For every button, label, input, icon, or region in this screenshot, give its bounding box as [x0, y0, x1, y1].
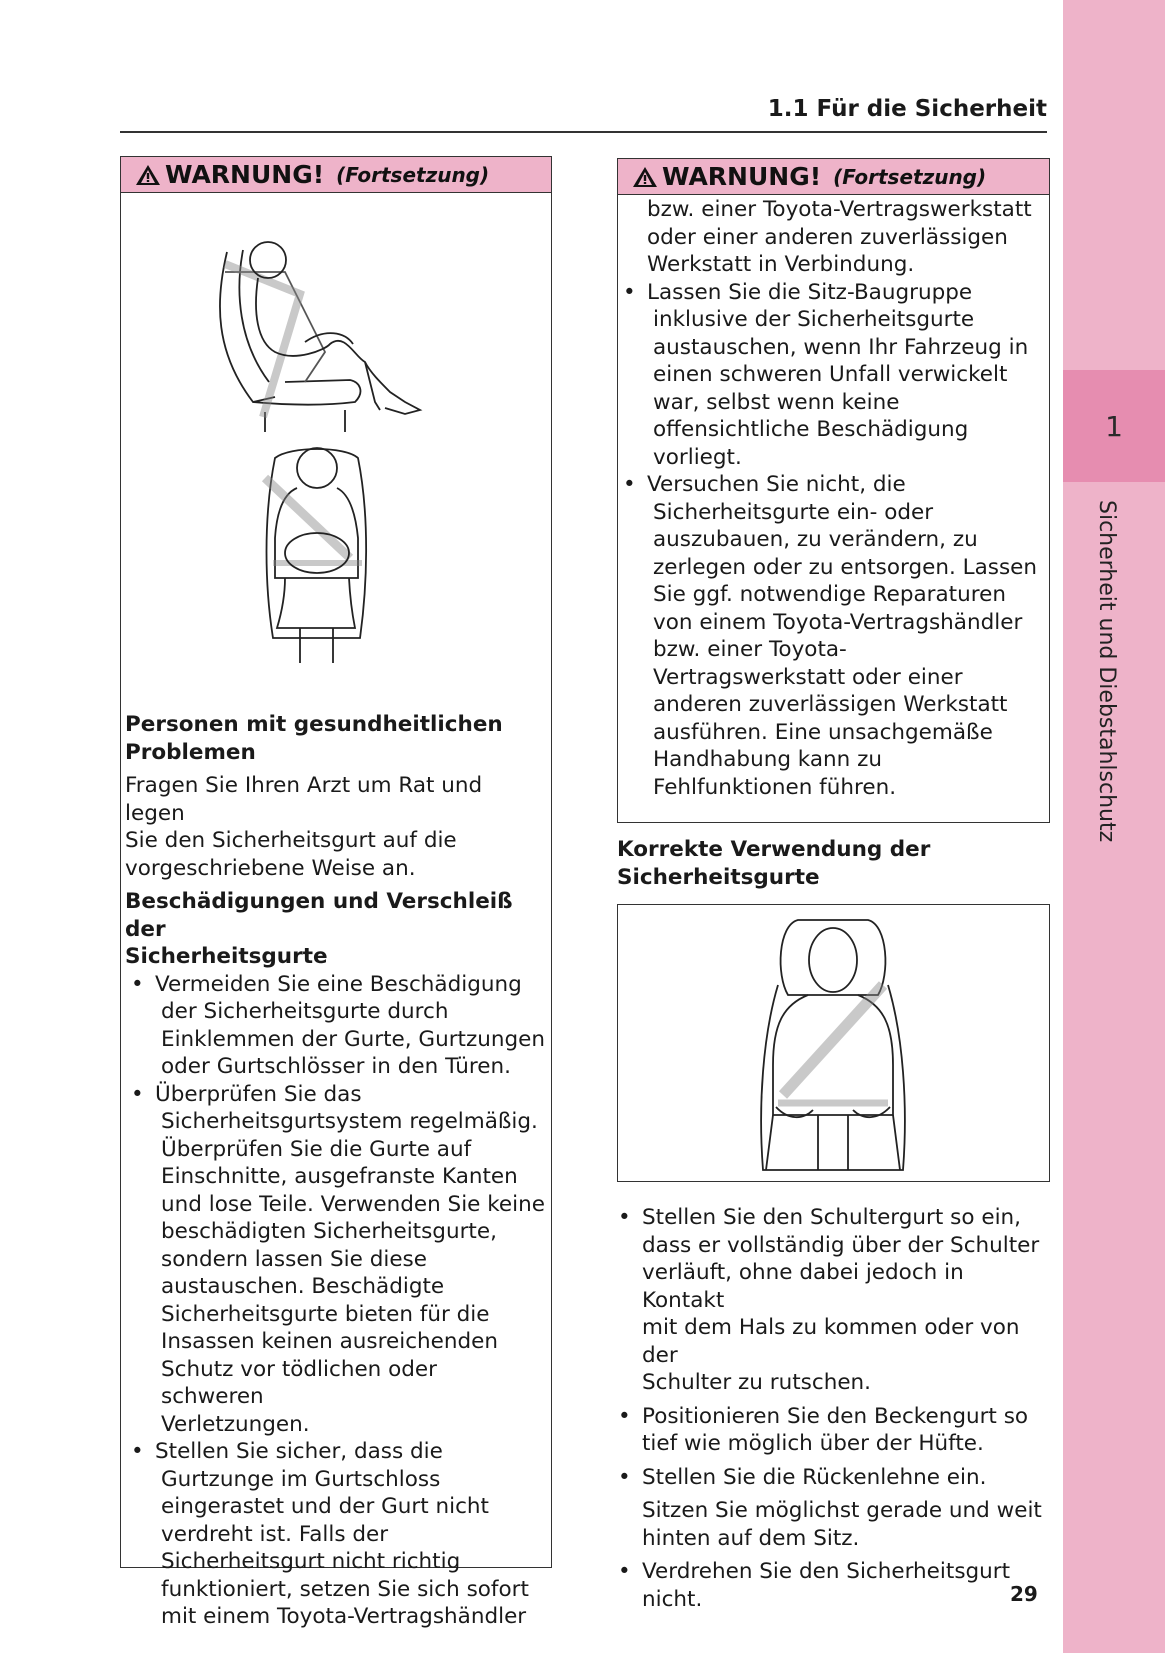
- list-item: • Versuchen Sie nicht, die Sicherheitsgurte ein- oder auszubauen, zu verändern, zu zerlegen oder zu entsorgen. Lassen Sie ggf. notwendige Reparaturen von einem Toyota-Vertragshändler bzw. einer Toyota- Vertragswerkstatt oder einer anderen zuverlässigen Werkstatt ausführen. Eine unsachgemäße Handhabung kann zu Fehlfunktionen führen.: [617, 471, 1047, 801]
- correct-usage-heading: Korrekte Verwendung der Sicherheitsgurte: [617, 837, 931, 890]
- seated-man-seatbelt-illustration: [748, 915, 918, 1175]
- chapter-number: 1: [1105, 409, 1123, 443]
- health-heading: Personen mit gesundheitlichen Problemen: [125, 712, 503, 765]
- warning-continuation: (Fortsetzung): [336, 162, 490, 187]
- chapter-tab: [1063, 370, 1165, 482]
- health-paragraph: Fragen Sie Ihren Arzt um Rat und legen Sie den Sicherheitsgurt auf die vorgeschriebene Weise an.: [125, 773, 483, 881]
- seated-man-figure-box: [617, 904, 1050, 1182]
- list-item: • Positionieren Sie den Beckengurt so tief wie möglich über der Hüfte.: [612, 1403, 1052, 1458]
- left-box-text: [125, 711, 545, 1631]
- header-rule: [120, 131, 1047, 133]
- continued-text: bzw. einer Toyota-Vertragswerkstatt oder einer anderen zuverlässigen Werkstatt in Verbindung.: [647, 197, 1032, 277]
- page-number: 29: [1010, 1582, 1038, 1606]
- pregnant-woman-side-view-illustration: [205, 232, 445, 442]
- warning-triangle-icon: [632, 166, 658, 188]
- warning-triangle-icon: [135, 164, 161, 186]
- pregnant-woman-front-view-illustration: [255, 438, 380, 663]
- list-item: • Stellen Sie den Schultergurt so ein, dass er vollständig über der Schulter verläuft, ohne dabei jedoch in Kontakt mit dem Hals zu kommen oder von der Schulter zu rutschen.: [612, 1204, 1052, 1397]
- list-item: • Verdrehen Sie den Sicherheitsgurt nicht.: [612, 1558, 1052, 1613]
- warning-continuation: (Fortsetzung): [833, 164, 987, 189]
- section-title: 1.1 Für die Sicherheit: [767, 96, 1047, 122]
- damage-heading: Beschädigungen und Verschleiß der Sicherheitsgurte: [125, 889, 513, 969]
- left-warning-header: [121, 157, 551, 193]
- right-box-text: [617, 196, 1047, 801]
- correct-usage-list: [612, 1204, 1052, 1613]
- right-warning-header: [618, 159, 1049, 195]
- list-item: • Überprüfen Sie das Sicherheitsgurtsystem regelmäßig. Überprüfen Sie die Gurte auf Einschnitte, ausgefranste Kanten und lose Teile. Verwenden Sie keine beschädigten Sicherheitsgurte, sondern lassen Sie diese austauschen. Beschädigte Sicherheitsgurte bieten für die Insassen keinen ausreichenden Schutz vor tödlichen oder schweren Verletzungen.: [125, 1081, 545, 1439]
- list-item: • Vermeiden Sie eine Beschädigung der Sicherheitsgurte durch Einklemmen der Gurte, Gurtzungen oder Gurtschlösser in den Türen.: [125, 971, 545, 1081]
- list-item: • Stellen Sie sicher, dass die Gurtzunge im Gurtschloss eingerastet und der Gurt nicht verdreht ist. Falls der Sicherheitsgurt nicht richtig funktioniert, setzen Sie sich sofort mit einem Toyota-Vertragshändler: [125, 1438, 545, 1631]
- warning-word: WARNUNG!: [662, 162, 822, 191]
- list-item: • Lassen Sie die Sitz-Baugruppe inklusive der Sicherheitsgurte austauschen, wenn Ihr Fahrzeug in einen schweren Unfall verwickelt war, selbst wenn keine offensichtliche Beschädigung vorliegt.: [617, 279, 1047, 472]
- warning-word: WARNUNG!: [165, 160, 325, 189]
- chapter-label: Sicherheit und Diebstahlschutz: [1094, 500, 1119, 843]
- list-item: • Stellen Sie die Rückenlehne ein. Sitzen Sie möglichst gerade und weit hinten auf dem Sitz.: [612, 1464, 1052, 1553]
